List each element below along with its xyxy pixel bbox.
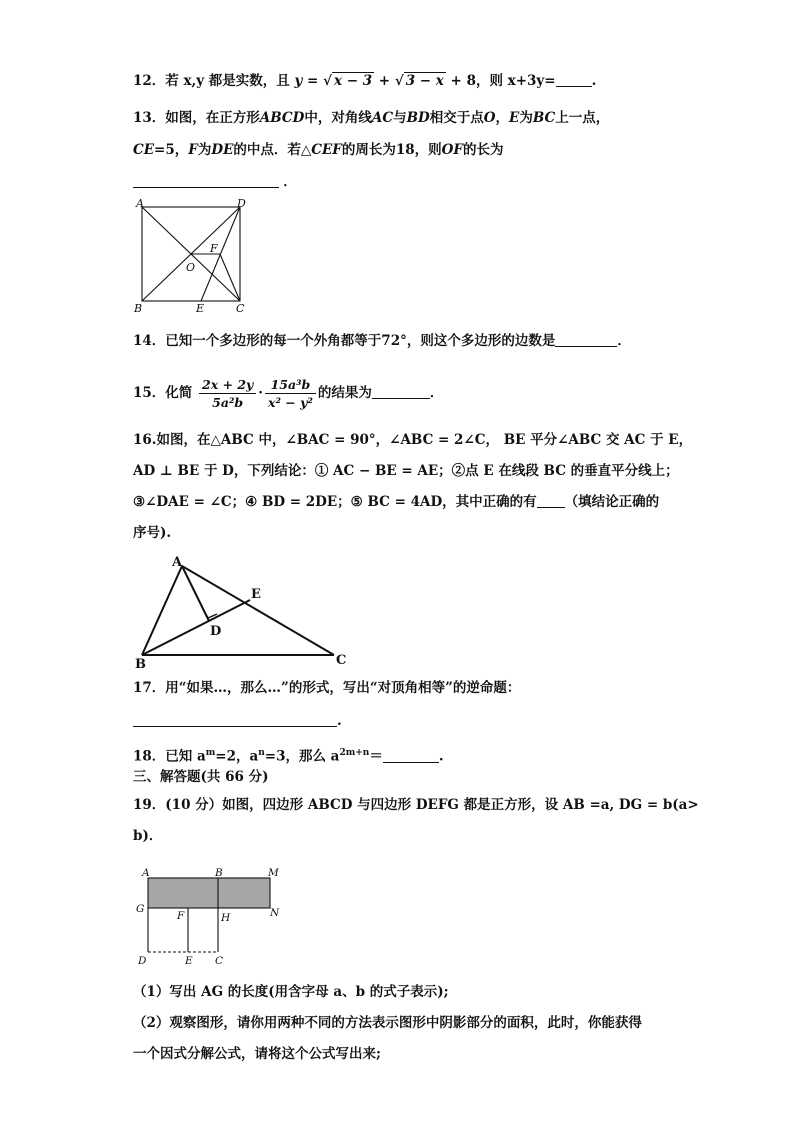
q-end: ． — [617, 333, 631, 349]
q-number: 17． — [133, 680, 166, 696]
question-14 — [133, 331, 631, 351]
question-19-line2 — [133, 826, 162, 846]
q-text: 19．(10 分）如图，四边形 ABCD 与四边形 DEFG 都是正方形，设 AB =a, DG = b(a> — [133, 797, 699, 813]
answer-blank[interactable] — [372, 384, 430, 399]
q-text: （填结论正确的 — [564, 494, 660, 510]
math-op: + — [374, 73, 395, 89]
q-end: . — [591, 73, 597, 89]
question-16-line4 — [133, 523, 171, 543]
segment-fc — [220, 254, 240, 301]
q-text: ， — [495, 110, 510, 126]
q-text: =3，那么 a — [264, 748, 340, 765]
q-text: 已知一个多边形的每一个外角都等于72°，则这个多边形的边数是 — [165, 333, 556, 349]
q-text: 为 — [519, 110, 533, 126]
question-13-answer — [133, 172, 297, 192]
label-e: E — [185, 955, 193, 967]
question-12: 12．若 x,y 都是实数，且 y = √ x − 3 + √ 3 − x + 8，则 x+3y= . — [133, 73, 597, 89]
label-c: C — [236, 302, 245, 315]
label-c: C — [336, 653, 347, 668]
q-text: ③∠DAE = ∠C；④ BD = 2DE；⑤ BC = 4AD，其中正确的有 — [133, 494, 537, 510]
q-text: AD ⊥ BE 于 D，下列结论：① AC − BE = AE；②点 E 在线段 BC 的垂直平分线上； — [133, 463, 679, 479]
label-d: D — [237, 197, 246, 210]
label-b: B — [215, 867, 223, 879]
denominator: x² − y² — [268, 395, 313, 410]
section-title: 三、解答题(共 66 分) — [133, 769, 269, 785]
q-end: . — [337, 713, 342, 729]
q-text: 已知 a — [165, 748, 206, 765]
math-var: ABCD — [259, 110, 305, 126]
answer-blank[interactable] — [133, 173, 279, 188]
math-var: BC — [532, 110, 556, 126]
q-text: 的周长为18，则 — [341, 142, 442, 158]
q-number: 18． — [133, 748, 166, 765]
question-16-line2 — [133, 461, 679, 481]
q-text: 上一点， — [555, 110, 610, 126]
fraction-2 — [265, 376, 316, 411]
question-19-line1 — [133, 795, 699, 815]
math-var: F — [188, 142, 198, 158]
math-op: · — [258, 385, 263, 401]
figure-13-square — [130, 195, 260, 317]
math-var: DE — [211, 142, 234, 158]
answer-blank[interactable] — [556, 72, 592, 87]
label-a: A — [172, 555, 183, 570]
label-e: E — [251, 587, 261, 602]
label-g: G — [136, 903, 145, 915]
q-text: 序号). — [133, 525, 172, 541]
segment-be — [142, 600, 250, 655]
q-text: 化简 — [165, 385, 193, 401]
math-var: BD — [406, 110, 430, 126]
math-var: CEF — [311, 142, 342, 158]
q-end: . — [438, 748, 444, 765]
label-f: F — [177, 910, 185, 922]
label-b: B — [135, 657, 146, 670]
exponent: n — [258, 748, 265, 758]
math-var: O — [483, 110, 496, 126]
math-var: CE — [133, 142, 155, 158]
q-text: 的长为 — [463, 142, 504, 158]
radicand: 3 − x — [405, 73, 444, 89]
q-number: 15． — [133, 385, 166, 401]
answer-blank[interactable] — [555, 332, 617, 347]
answer-blank[interactable] — [537, 493, 565, 508]
shaded-region — [148, 878, 270, 908]
label-e: E — [196, 302, 205, 315]
q-text: 的中点．若△ — [233, 142, 312, 158]
question-19-part1 — [133, 982, 449, 1002]
label-o: O — [186, 261, 196, 274]
q-text: 的结果为 — [317, 385, 372, 401]
math-var: y — [294, 73, 303, 89]
q-text: 如图，在正方形 — [165, 110, 260, 126]
q-text: 与 — [393, 110, 407, 126]
question-13-line2 — [133, 140, 504, 160]
q-text: =2，a — [215, 748, 259, 765]
answer-blank[interactable] — [383, 748, 439, 763]
right-angle-mark — [203, 609, 217, 618]
math-var: OF — [441, 142, 464, 158]
q-end: ． — [429, 385, 444, 401]
math-var: AC — [371, 110, 394, 126]
numerator: 15a³b — [265, 376, 316, 394]
q-text: b)． — [133, 828, 163, 844]
question-18 — [133, 743, 444, 767]
q-text: 相交于点 — [429, 110, 484, 126]
question-17-answer — [133, 711, 342, 731]
q-text: ，则 x+3y= — [475, 73, 556, 89]
q-text: 16.如图，在△ABC 中，∠BAC = 90°，∠ABC = 2∠C， BE 平分∠ABC 交 AC 于 E， — [133, 432, 693, 448]
q-text: （2）观察图形，请你用两种不同的方法表示图形中阴影部分的面积，此时，你能获得 — [133, 1015, 642, 1031]
q-text: （1）写出 AG 的长度(用含字母 a、b 的式子表示); — [133, 984, 449, 1000]
label-a: A — [142, 867, 150, 879]
question-19-part2-line1 — [133, 1013, 642, 1033]
exponent: m — [205, 748, 216, 758]
label-c: C — [215, 955, 224, 967]
math-op: ＝ — [369, 748, 383, 765]
q-number: 14． — [133, 333, 166, 349]
label-f: F — [210, 242, 218, 255]
q-number: 13． — [133, 110, 166, 126]
radicand: x − 3 — [333, 73, 373, 89]
denominator: 5a²b — [212, 395, 244, 410]
side-ab — [142, 566, 182, 655]
label-d: D — [210, 624, 222, 639]
q-text: 为 — [197, 142, 212, 158]
answer-blank[interactable] — [133, 712, 337, 727]
q-number: 12． — [133, 73, 166, 89]
question-16-line3 — [133, 492, 659, 512]
question-16-line1 — [133, 430, 692, 450]
q-text: 中，对角线 — [304, 110, 372, 126]
math-var: E — [509, 110, 520, 126]
q-text: 若 x,y 都是实数，且 — [165, 73, 290, 89]
question-17 — [133, 678, 520, 698]
question-15 — [133, 374, 443, 412]
label-n: N — [270, 907, 280, 919]
figure-16-triangle — [130, 552, 360, 670]
math-op: = — [302, 73, 324, 89]
section-heading — [133, 767, 268, 787]
question-19-part2-line2 — [133, 1044, 381, 1064]
q-text: 一个因式分解公式，请将这个公式写出来; — [133, 1046, 381, 1062]
numerator: 2x + 2y — [199, 376, 256, 394]
label-d: D — [138, 955, 147, 967]
q-end: ． — [283, 174, 297, 190]
q-text: =5， — [154, 142, 189, 158]
exponent: 2m+n — [339, 748, 370, 758]
fraction-1 — [199, 376, 256, 411]
label-a: A — [136, 197, 144, 210]
label-h: H — [221, 912, 231, 924]
math-op: + 8 — [445, 73, 476, 89]
q-text: 用“如果…，那么…”的形式，写出“对顶角相等”的逆命题： — [165, 680, 521, 696]
question-13-line1 — [133, 108, 609, 128]
label-b: B — [134, 302, 143, 315]
figure-19-squares — [130, 862, 290, 972]
label-m: M — [268, 867, 279, 879]
